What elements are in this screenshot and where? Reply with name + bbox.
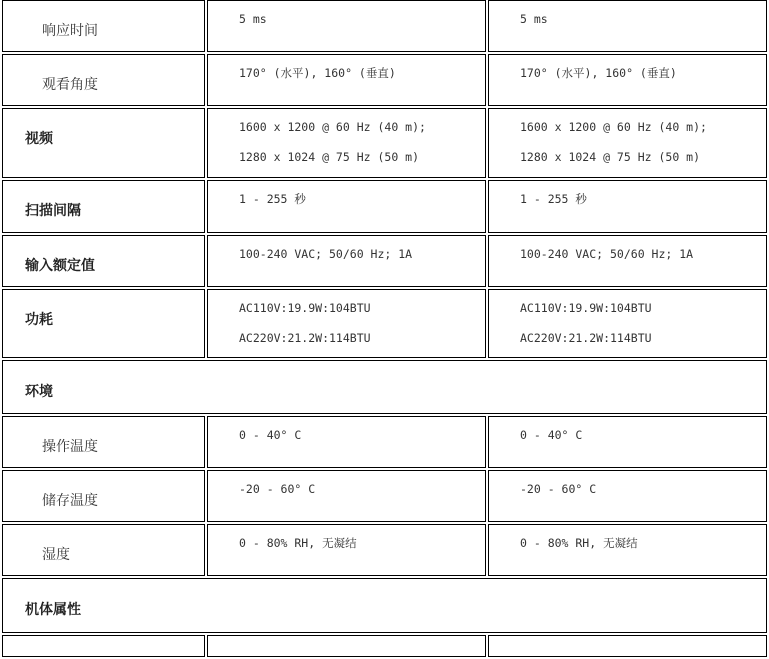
value-text: 100-240 VAC; 50/60 Hz; 1A [520, 247, 694, 261]
value-text: 170° (水平), 160° (垂直) [520, 66, 677, 80]
value-cell [207, 289, 486, 358]
table-row [2, 416, 767, 468]
value-text: 1600 x 1200 @ 60 Hz (40 m); [239, 120, 426, 134]
value-cell [207, 180, 486, 233]
value-text: AC220V:21.2W:114BTU [239, 331, 371, 345]
value-text: 1 - 255 秒 [520, 192, 587, 206]
value-text: 5 ms [520, 12, 548, 26]
section-heading: 环境 [25, 384, 53, 400]
value-text: 1280 x 1024 @ 75 Hz (50 m) [239, 150, 420, 164]
row-label-cell [2, 0, 205, 52]
table-row [2, 470, 767, 522]
value-text: 0 - 80% RH, 无凝结 [520, 536, 638, 550]
value-cell [488, 289, 767, 358]
value-cell [207, 524, 486, 576]
value-cell [207, 54, 486, 106]
table-row [2, 0, 767, 52]
value-text: 170° (水平), 160° (垂直) [239, 66, 396, 80]
value-cell [488, 108, 767, 178]
value-text: 100-240 VAC; 50/60 Hz; 1A [239, 247, 413, 261]
value-text: AC110V:19.9W:104BTU [520, 301, 652, 315]
value-cell [488, 54, 767, 106]
value-text: 1 - 255 秒 [239, 192, 306, 206]
row-label: 输入额定值 [25, 258, 95, 274]
section-cell [2, 360, 767, 414]
table-row [2, 524, 767, 576]
value-text: AC110V:19.9W:104BTU [239, 301, 371, 315]
row-label: 功耗 [25, 312, 53, 328]
section-row [2, 360, 767, 414]
section-cell [2, 578, 767, 633]
value-text: -20 - 60° C [520, 482, 597, 496]
value-text: 0 - 40° C [239, 428, 302, 442]
value-text: 1600 x 1200 @ 60 Hz (40 m); [520, 120, 707, 134]
row-label: 视频 [25, 131, 53, 147]
row-label-cell [2, 289, 205, 358]
row-label-cell [2, 635, 205, 657]
table-row [2, 635, 767, 657]
row-label: 操作温度 [42, 439, 98, 455]
row-label: 湿度 [42, 547, 70, 563]
row-label: 响应时间 [42, 23, 98, 39]
value-text: AC220V:21.2W:114BTU [520, 331, 652, 345]
value-text: 1280 x 1024 @ 75 Hz (50 m) [520, 150, 701, 164]
section-row [2, 578, 767, 633]
table-row [2, 54, 767, 106]
value-cell [488, 635, 767, 657]
row-label-cell [2, 235, 205, 287]
value-cell [207, 635, 486, 657]
value-cell [488, 0, 767, 52]
row-label-cell [2, 108, 205, 178]
table-row [2, 235, 767, 287]
value-cell [207, 470, 486, 522]
table-row [2, 289, 767, 358]
value-text: 0 - 40° C [520, 428, 583, 442]
row-label-cell [2, 54, 205, 106]
value-text: 0 - 80% RH, 无凝结 [239, 536, 357, 550]
row-label-cell [2, 180, 205, 233]
section-heading: 机体属性 [25, 602, 81, 618]
table-row [2, 108, 767, 178]
row-label-cell [2, 524, 205, 576]
value-cell [488, 180, 767, 233]
value-cell [488, 470, 767, 522]
value-cell [207, 235, 486, 287]
row-label: 观看角度 [42, 77, 98, 93]
value-cell [207, 108, 486, 178]
value-cell [488, 235, 767, 287]
value-cell [207, 416, 486, 468]
row-label-cell [2, 416, 205, 468]
value-cell [207, 0, 486, 52]
value-cell [488, 524, 767, 576]
value-text: -20 - 60° C [239, 482, 316, 496]
row-label: 储存温度 [42, 493, 98, 509]
row-label-cell [2, 470, 205, 522]
table-row [2, 180, 767, 233]
value-cell [488, 416, 767, 468]
row-label: 扫描间隔 [25, 203, 81, 219]
value-text: 5 ms [239, 12, 267, 26]
